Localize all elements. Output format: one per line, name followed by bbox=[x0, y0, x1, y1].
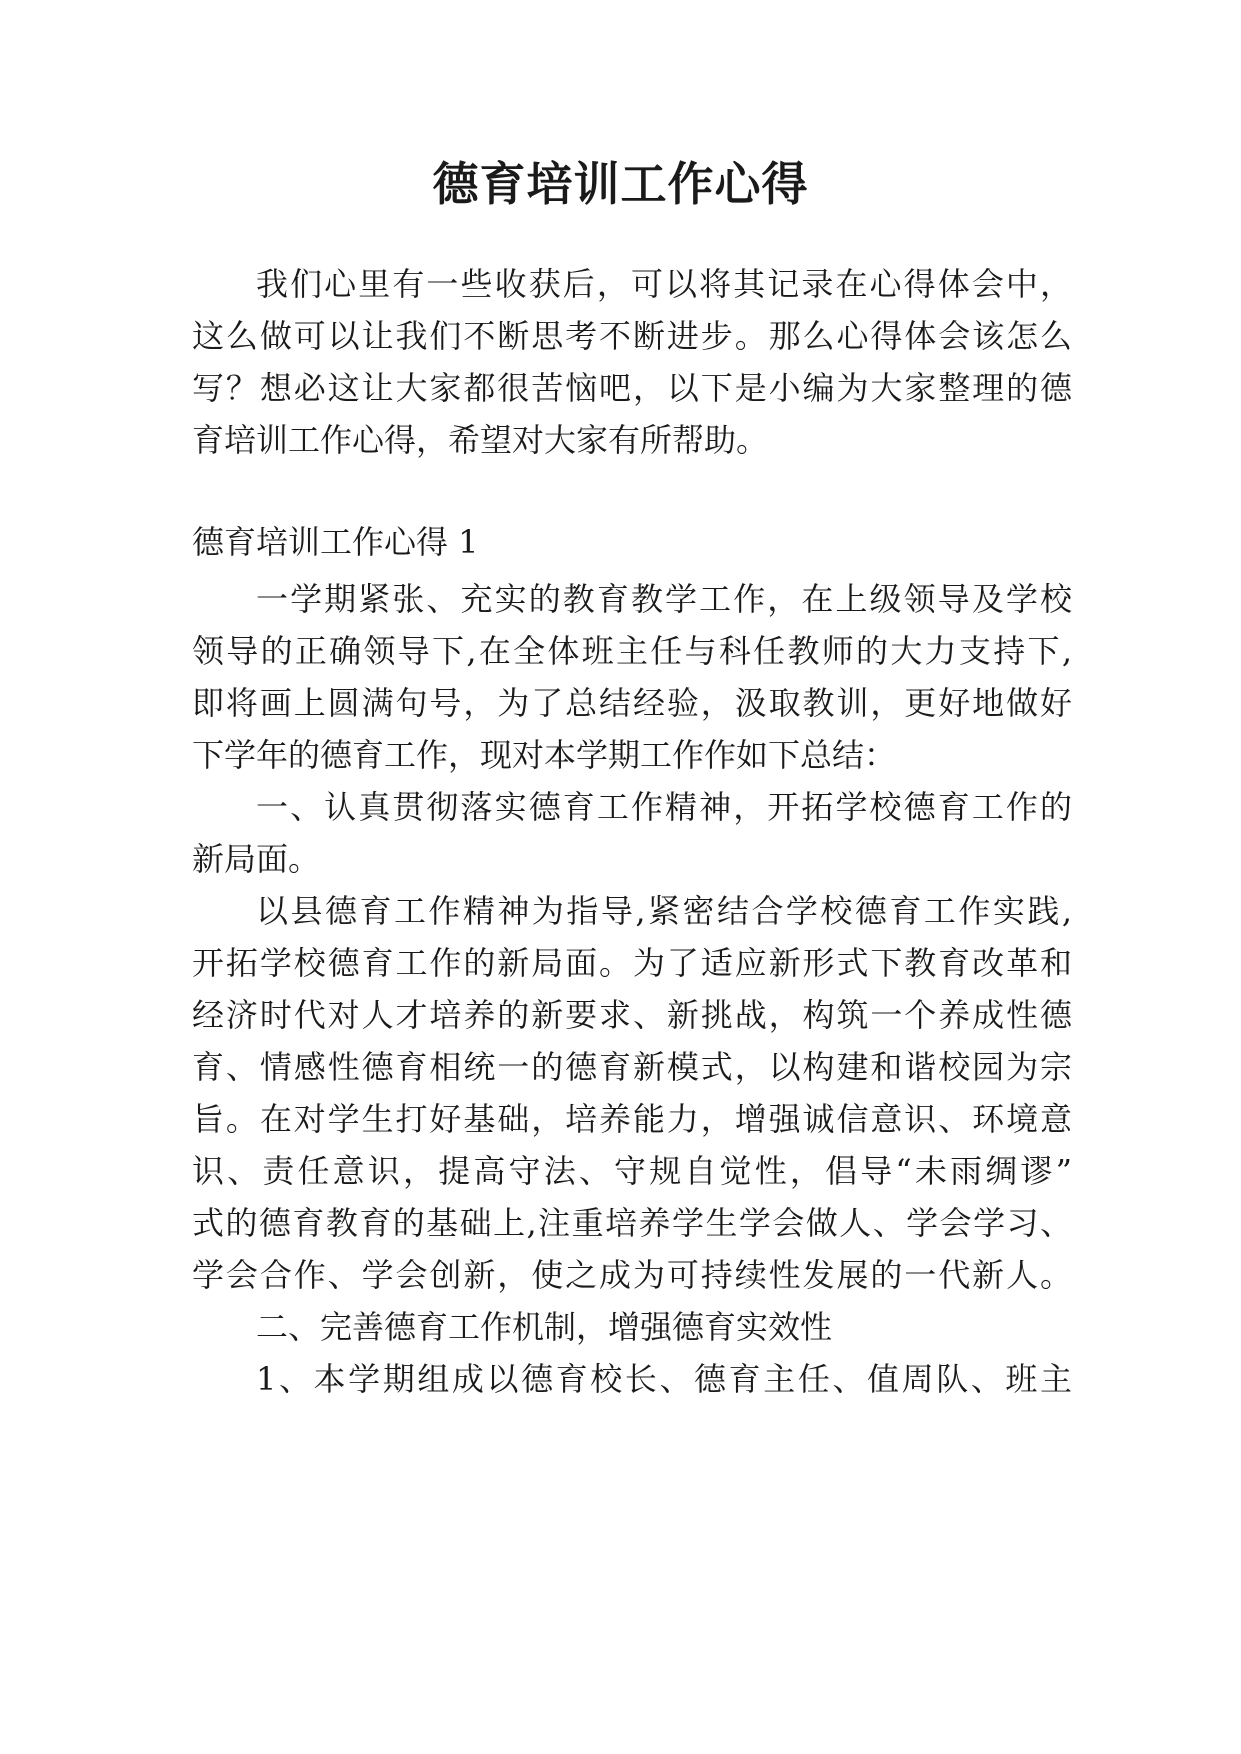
para2-line-3: 经济时代对人才培养的新要求、新挑战，构筑一个养成性德 bbox=[192, 996, 1072, 1034]
para2-line-8: 学会合作、学会创新，使之成为可持续性发展的一代新人。 bbox=[192, 1256, 1072, 1294]
para2-line-7: 式的德育教育的基础上,注重培养学生学会做人、学会学习、 bbox=[192, 1204, 1072, 1242]
section-heading: 德育培训工作心得 1 bbox=[192, 523, 479, 561]
document-title: 德育培训工作心得 bbox=[432, 157, 809, 211]
point2-line: 二、完善德育工作机制，增强德育实效性 bbox=[256, 1308, 833, 1346]
intro-line-3: 写？想必这让大家都很苦恼吧，以下是小编为大家整理的德 bbox=[192, 369, 1072, 407]
intro-line-1: 我们心里有一些收获后，可以将其记录在心得体会中， bbox=[256, 265, 1072, 303]
para1-line-4: 下学年的德育工作，现对本学期工作作如下总结： bbox=[192, 736, 897, 774]
para1-line-2: 领导的正确领导下,在全体班主任与科任教师的大力支持下, bbox=[192, 632, 1072, 670]
intro-line-4: 育培训工作心得，希望对大家有所帮助。 bbox=[192, 421, 769, 459]
para2-line-2: 开拓学校德育工作的新局面。为了适应新形式下教育改革和 bbox=[192, 944, 1072, 982]
para1-line-1: 一学期紧张、充实的教育教学工作，在上级领导及学校 bbox=[256, 580, 1072, 618]
point1-line-2: 新局面。 bbox=[192, 840, 321, 878]
intro-line-2: 这么做可以让我们不断思考不断进步。那么心得体会该怎么 bbox=[192, 317, 1072, 355]
para2-line-4: 育、情感性德育相统一的德育新模式，以构建和谐校园为宗 bbox=[192, 1048, 1072, 1086]
para2-line-1: 以县德育工作精神为指导,紧密结合学校德育工作实践, bbox=[256, 892, 1072, 930]
point1-line-1: 一、认真贯彻落实德育工作精神，开拓学校德育工作的 bbox=[256, 788, 1072, 826]
para2-line-6: 识、责任意识，提高守法、守规自觉性，倡导“未雨绸谬” bbox=[192, 1152, 1072, 1190]
para1-line-3: 即将画上圆满句号，为了总结经验，汲取教训，更好地做好 bbox=[192, 684, 1072, 722]
para2-line-5: 旨。在对学生打好基础，培养能力，增强诚信意识、环境意 bbox=[192, 1100, 1072, 1138]
point3-line: 1、本学期组成以德育校长、德育主任、值周队、班主 bbox=[256, 1360, 1072, 1398]
